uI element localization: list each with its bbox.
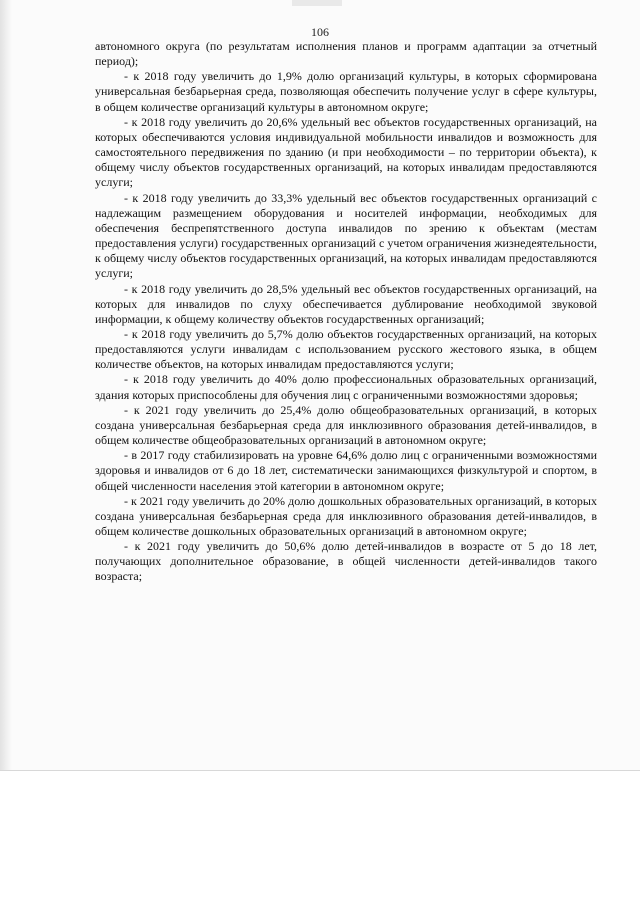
list-item-preschool: - к 2021 году увеличить до 20% долю дошкольных образовательных организаций, в которых создана универсальная безбарьерная среда для инклюзивного образования детей-инвалидов, в общем количестве дошкольных образовательных организаций в автономном округе; xyxy=(95,493,597,538)
paragraph-continuation: автономного округа (по результатам исполнения планов и программ адаптации за отчетный период); xyxy=(95,39,597,69)
list-item-additional-education: - к 2021 году увеличить до 50,6% долю детей-инвалидов в возрасте от 5 до 18 лет, получающих дополнительное образование, в общей численности детей-инвалидов такого возраста; xyxy=(95,539,597,584)
scan-artifact xyxy=(292,0,342,6)
list-item-visual-access: - к 2018 году увеличить до 33,3% удельный вес объектов государственных организаций с надлежащим размещением оборудования и носителей информации, необходимых для обеспечения беспрепятственного доступа инвалидов по зрению к объектам (местам предоставления услуги) государственных организаций с учетом ограничения жизнедеятельности, к общему числу объектов государственных организаций, на которых инвалидам предоставляются услуги; xyxy=(95,190,597,281)
list-item-culture: - к 2018 году увеличить до 1,9% долю организаций культуры, в которых сформирована универсальная безбарьерная среда, позволяющая обеспечить получение услуг в сфере культуры, в общем количестве организаций культуры в автономном округе; xyxy=(95,69,597,114)
list-item-sign-language: - к 2018 году увеличить до 5,7% долю объектов государственных организаций, на которых предоставляются услуги инвалидам с использованием русского жестового языка, в общем количестве объектов, на которых инвалидам предоставляются услуги; xyxy=(95,326,597,372)
list-item-mobility: - к 2018 году увеличить до 20,6% удельный вес объектов государственных организаций, на которых обеспечиваются условия индивидуальной мобильности инвалидов и возможность для самостоятельного передвижения по зданию (и при необходимости – по территории объекта), к общему числу объектов государственных организаций, на которых инвалидам предоставляются услуги; xyxy=(95,114,597,190)
page-number: 106 xyxy=(311,25,329,39)
document-body xyxy=(95,39,597,585)
list-item-hearing-access: - к 2018 году увеличить до 28,5% удельный вес объектов государственных организаций, на которых для инвалидов по слуху обеспечивается дублирование необходимой звуковой информации, к общему количеству объектов государственных организаций; xyxy=(95,281,597,326)
list-item-professional-education: - к 2018 году увеличить до 40% долю профессиональных образовательных организаций, здания которых приспособлены для обучения лиц с ограниченными возможностями здоровья; xyxy=(95,372,597,402)
list-item-general-education: - к 2021 году увеличить до 25,4% долю общеобразовательных организаций, в которых создана универсальная безбарьерная среда для инклюзивного образования детей-инвалидов, в общем количестве общеобразовательных организаций в автономном округе; xyxy=(95,402,597,448)
list-item-sport: - в 2017 году стабилизировать на уровне 64,6% долю лиц с ограниченными возможностями здоровья и инвалидов от 6 до 18 лет, систематически занимающихся физкультурой и спортом, в общей численности населения этой категории в автономном округе; xyxy=(95,448,597,493)
